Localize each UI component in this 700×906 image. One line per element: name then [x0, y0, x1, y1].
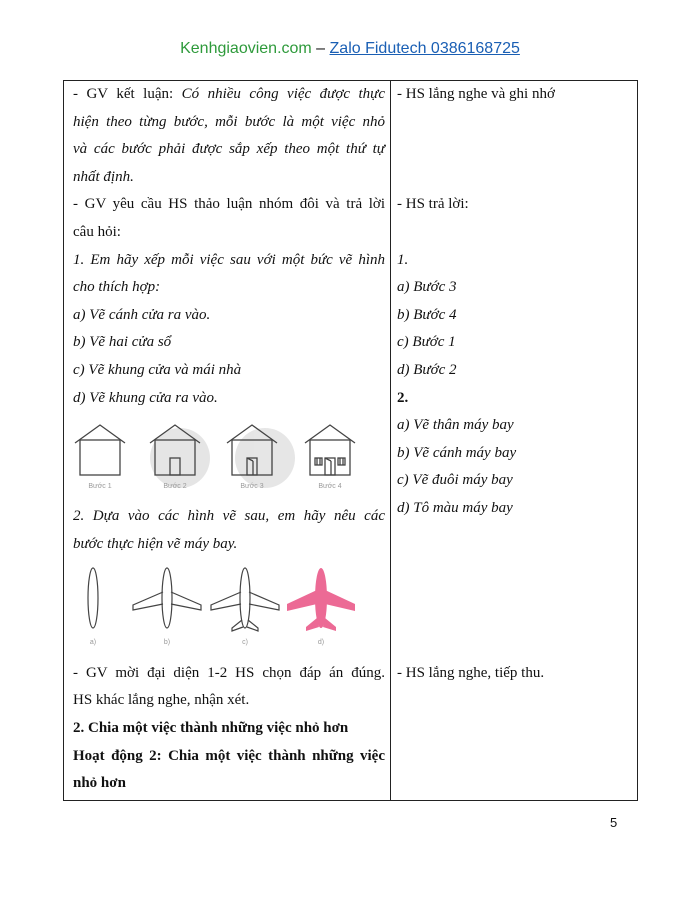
section-heading: 2. Chia một việc thành những việc nhỏ hơn [73, 720, 349, 736]
plane-step-b [133, 568, 201, 628]
right-line-8: 2. [397, 390, 409, 406]
left-line-3: và các bước phải được sắp xếp theo một thứ tự [73, 141, 385, 157]
left-line-11: c) Vẽ khung cửa và mái nhà [73, 362, 242, 378]
left-line-10: b) Vẽ hai cửa sổ [73, 334, 172, 350]
left-line-9: a) Vẽ cánh cửa ra vào. [73, 307, 211, 323]
left-line-14: bước thực hiện vẽ máy bay. [73, 536, 238, 552]
right-line-13: - HS lắng nghe, tiếp thu. [397, 665, 545, 681]
left-line-4: nhất định. [73, 169, 134, 185]
left-line-2: hiện theo từng bước, mỗi bước là một việc nhỏ [73, 114, 385, 130]
right-line-10: b) Vẽ cánh máy bay [397, 445, 517, 461]
left-line-6: câu hỏi: [73, 224, 121, 240]
plane-step-c [211, 568, 279, 631]
right-line-1: - HS lắng nghe và ghi nhớ [397, 86, 555, 102]
site-name: Kenhgiaovien.com [180, 40, 312, 57]
right-line-6: c) Bước 1 [397, 334, 456, 350]
house-label-4: Bước 4 [318, 483, 342, 490]
right-line-5: b) Bước 4 [397, 307, 457, 323]
right-line-12: d) Tô màu máy bay [397, 500, 513, 516]
house-step-4 [305, 425, 355, 475]
left-line-12: d) Vẽ khung cửa ra vào. [73, 390, 218, 406]
plane-label-d: d) [317, 639, 325, 646]
activity-heading-line-1: Hoạt động 2: Chia một việc thành những việc [73, 748, 385, 764]
zalo-link[interactable]: Zalo Fidutech 0386168725 [329, 40, 520, 57]
right-line-9: a) Vẽ thân máy bay [397, 417, 514, 433]
house-label-2: Bước 2 [163, 483, 187, 490]
left-line-8: cho thích hợp: [73, 279, 161, 295]
left-line-5: - GV yêu cầu HS thảo luận nhóm đôi và trả lời [73, 196, 385, 212]
left-line-7: 1. Em hãy xếp mỗi việc sau với một bức vẽ hình [73, 252, 385, 268]
house-label-3: Bước 3 [240, 483, 264, 490]
house-label-1: Bước 1 [88, 483, 112, 490]
page-number: 5 [610, 815, 618, 830]
plane-step-d [287, 568, 355, 631]
plane-drawing-figure [75, 560, 365, 650]
plane-step-a [88, 568, 98, 628]
left-line-1: - GV kết luận: Có nhiều công việc được thực [73, 86, 385, 102]
right-line-4: a) Bước 3 [397, 279, 457, 295]
plane-label-c: c) [242, 639, 248, 646]
column-divider [390, 80, 391, 801]
plane-label-a: a) [89, 639, 97, 646]
left-line-15: - GV mời đại diện 1-2 HS chọn đáp án đúng. [73, 665, 385, 681]
right-line-2: - HS trả lời: [397, 196, 469, 212]
plane-label-b: b) [163, 639, 171, 646]
right-line-7: d) Bước 2 [397, 362, 457, 378]
header-separator: – [311, 40, 330, 57]
page-header [0, 40, 700, 58]
activity-heading-line-2: nhỏ hơn [73, 775, 126, 791]
left-line-16: HS khác lắng nghe, nhận xét. [73, 692, 250, 708]
left-line-13: 2. Dựa vào các hình vẽ sau, em hãy nêu các [73, 508, 385, 524]
right-line-3: 1. [397, 252, 409, 268]
house-step-1 [75, 425, 125, 475]
right-line-11: c) Vẽ đuôi máy bay [397, 472, 513, 488]
house-drawing-figure [70, 420, 370, 495]
